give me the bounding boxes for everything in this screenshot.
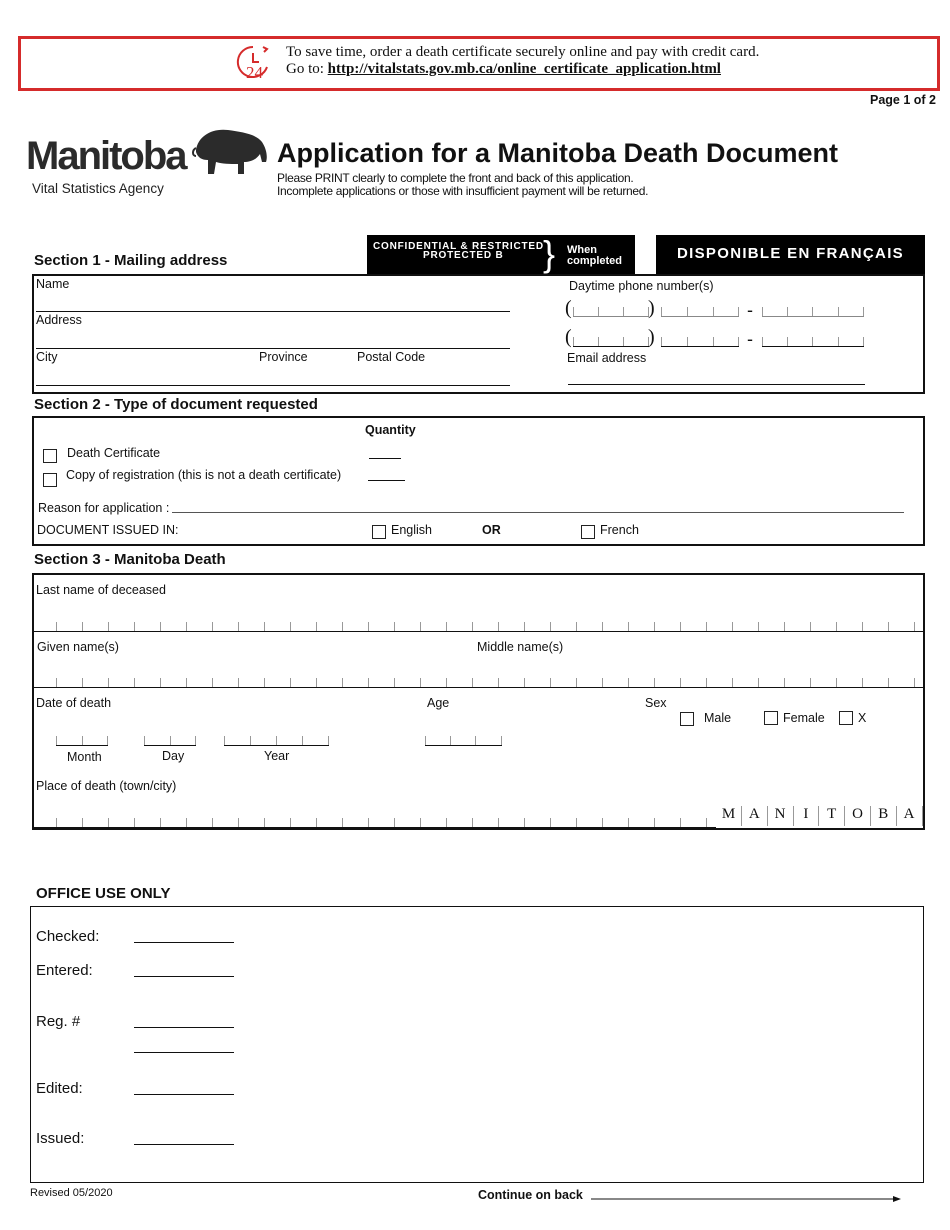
entered-label: Entered: xyxy=(36,962,93,979)
death-certificate-quantity[interactable] xyxy=(369,458,401,459)
male-label: Male xyxy=(704,711,732,725)
bison-icon xyxy=(190,126,270,183)
checked-field[interactable] xyxy=(134,942,234,943)
postal-label: Postal Code xyxy=(357,350,426,364)
confidential-badge xyxy=(367,235,635,275)
sex-x-checkbox[interactable] xyxy=(839,711,853,725)
online-banner xyxy=(18,36,940,91)
dash-1: - xyxy=(747,300,753,320)
section1-title: Section 1 - Mailing address xyxy=(34,252,228,269)
city-province-postal-field[interactable] xyxy=(36,385,510,386)
province-letter: B xyxy=(871,806,897,826)
middle-names-label: Middle name(s) xyxy=(477,640,564,654)
issued-label: Issued: xyxy=(36,1130,85,1147)
month-label: Month xyxy=(67,750,102,764)
or-label: OR xyxy=(482,523,501,537)
given-names-label: Given name(s) xyxy=(37,640,119,654)
name-label: Name xyxy=(36,277,70,291)
dash-2: - xyxy=(747,329,753,349)
male-checkbox[interactable] xyxy=(680,712,694,726)
month-field[interactable] xyxy=(56,735,108,746)
day-field[interactable] xyxy=(144,735,196,746)
province-letters xyxy=(716,806,922,828)
confidential-line1: CONFIDENTIAL & RESTRICTED xyxy=(373,241,544,252)
phone-label: Daytime phone number(s) xyxy=(569,279,714,293)
phone-line-field-1[interactable] xyxy=(762,306,864,317)
paren-open-2: ( xyxy=(565,326,572,348)
province-letter: T xyxy=(819,806,845,826)
page-number: Page 1 of 2 xyxy=(870,93,936,107)
area-code-field-2[interactable] xyxy=(573,336,649,347)
female-checkbox[interactable] xyxy=(764,711,778,725)
phone-prefix-field-1[interactable] xyxy=(661,306,739,317)
province-letter: O xyxy=(845,806,871,826)
logo-agency: Vital Statistics Agency xyxy=(32,181,164,196)
confidential-line2: PROTECTED B xyxy=(423,250,504,261)
section1-box xyxy=(32,274,925,394)
reg-field-1[interactable] xyxy=(134,1027,234,1028)
reason-field[interactable] xyxy=(172,512,904,513)
logo-wordmark: Manitoba xyxy=(26,134,186,178)
death-certificate-checkbox[interactable] xyxy=(43,449,57,463)
province-letter: M xyxy=(716,806,742,826)
phone-prefix-field-2[interactable] xyxy=(661,336,739,347)
city-label: City xyxy=(36,350,58,364)
sex-label: Sex xyxy=(645,696,667,710)
edited-label: Edited: xyxy=(36,1080,83,1097)
reason-label: Reason for application : xyxy=(38,501,170,515)
when-line1: When xyxy=(567,244,597,256)
continue-on-back: Continue on back xyxy=(478,1188,583,1202)
last-name-label: Last name of deceased xyxy=(36,583,166,597)
name-field[interactable] xyxy=(36,311,510,312)
section3-title: Section 3 - Manitoba Death xyxy=(34,551,226,568)
province-letter: A xyxy=(897,806,923,826)
section2-title: Section 2 - Type of document requested xyxy=(34,396,318,413)
manitoba-logo xyxy=(26,126,270,202)
reg-field-2[interactable] xyxy=(134,1052,234,1053)
french-badge: DISPONIBLE EN FRANÇAIS xyxy=(656,235,925,275)
english-checkbox[interactable] xyxy=(372,525,386,539)
paren-open-1: ( xyxy=(565,297,572,319)
brace-icon: } xyxy=(543,233,556,274)
province-letter: I xyxy=(793,806,819,826)
office-use-title: OFFICE USE ONLY xyxy=(36,885,171,902)
place-of-death-label: Place of death (town/city) xyxy=(36,779,177,793)
issued-in-label: DOCUMENT ISSUED IN: xyxy=(37,523,179,537)
banner-line1: To save time, order a death certificate securely online and pay with credit card. xyxy=(286,44,760,60)
quantity-header: Quantity xyxy=(365,423,416,437)
year-field[interactable] xyxy=(224,735,329,746)
clock-24-icon xyxy=(233,43,273,83)
place-of-death-field[interactable] xyxy=(34,817,716,828)
last-name-field[interactable] xyxy=(34,621,923,632)
female-label: Female xyxy=(783,711,825,725)
subtitle-2: Incomplete applications or those with insufficient payment will be returned. xyxy=(277,184,649,198)
english-label: English xyxy=(391,523,432,537)
page-title: Application for a Manitoba Death Document xyxy=(277,138,839,168)
paren-close-1: ) xyxy=(648,297,655,319)
when-line2: completed xyxy=(567,255,623,267)
address-label: Address xyxy=(36,313,82,327)
day-label: Day xyxy=(162,749,185,763)
subtitle-1: Please PRINT clearly to complete the front and back of this application. xyxy=(277,171,634,185)
reg-label: Reg. # xyxy=(36,1013,81,1030)
copy-registration-quantity[interactable] xyxy=(368,480,405,481)
banner-line2 xyxy=(286,61,721,78)
french-checkbox[interactable] xyxy=(581,525,595,539)
sex-x-label: X xyxy=(858,711,867,725)
issued-field[interactable] xyxy=(134,1144,234,1145)
province-letter: N xyxy=(768,806,794,826)
email-label: Email address xyxy=(567,351,647,365)
copy-registration-checkbox[interactable] xyxy=(43,473,57,487)
death-certificate-label: Death Certificate xyxy=(67,446,161,460)
clock-number: 24 xyxy=(246,63,263,82)
age-label: Age xyxy=(427,696,450,710)
province-label: Province xyxy=(259,350,308,364)
given-middle-names-field[interactable] xyxy=(34,677,923,688)
arrow-right-icon xyxy=(591,1192,903,1200)
office-use-box xyxy=(30,906,924,1183)
province-letter: A xyxy=(742,806,768,826)
checked-label: Checked: xyxy=(36,928,100,945)
edited-field[interactable] xyxy=(134,1094,234,1095)
revised-date: Revised 05/2020 xyxy=(30,1187,113,1199)
paren-close-2: ) xyxy=(648,326,655,348)
age-field[interactable] xyxy=(425,735,502,746)
date-of-death-label: Date of death xyxy=(36,696,112,710)
copy-registration-label: Copy of registration (this is not a death certificate) xyxy=(66,468,342,482)
french-label: French xyxy=(600,523,639,537)
area-code-field-1[interactable] xyxy=(573,306,649,317)
email-field[interactable] xyxy=(568,384,865,385)
entered-field[interactable] xyxy=(134,976,234,977)
year-label: Year xyxy=(264,749,290,763)
goto-prefix: Go to: xyxy=(286,61,324,77)
phone-line-field-2[interactable] xyxy=(762,336,864,347)
online-application-link[interactable]: http://vitalstats.gov.mb.ca/online_certificate_application.html xyxy=(327,61,721,77)
address-field[interactable] xyxy=(36,348,510,349)
